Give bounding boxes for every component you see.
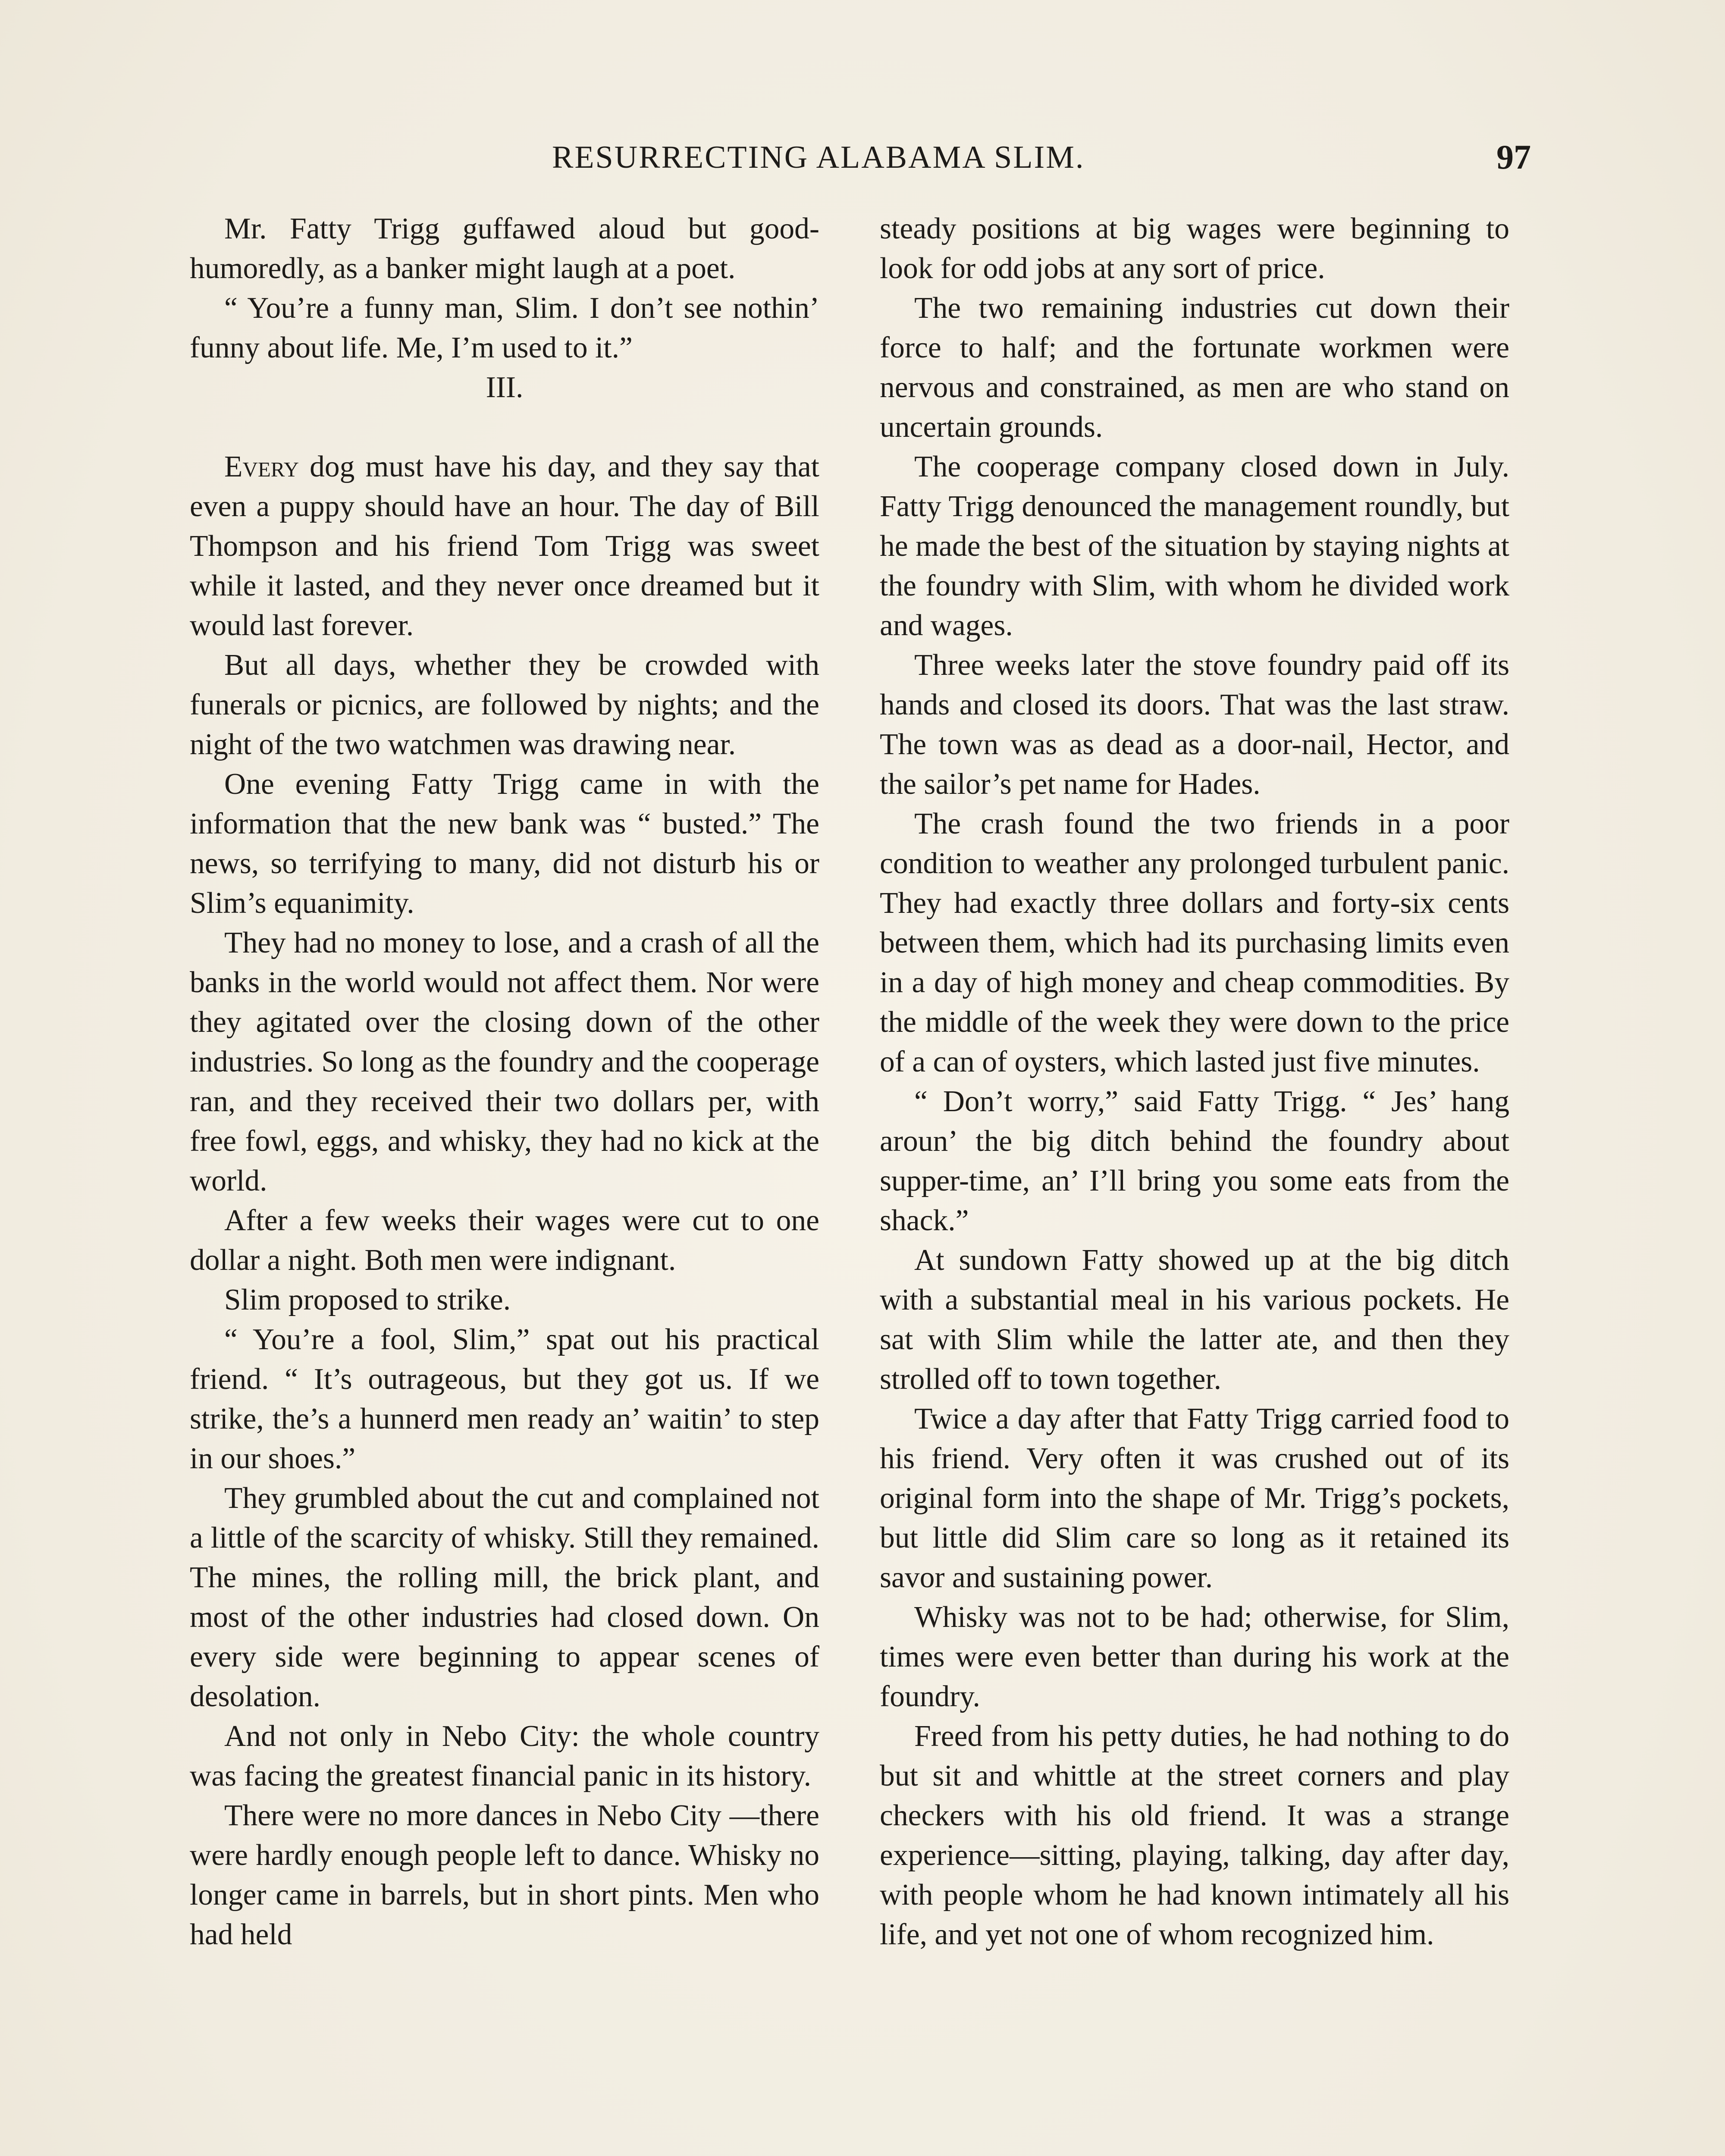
- page-number: 97: [1496, 138, 1531, 176]
- paragraph: Mr. Fatty Trigg guffawed aloud but good-humoredly, as a banker might laugh at a poet.: [190, 212, 819, 285]
- paragraph-text: dog must have his day, and they say that even a puppy should have an hour. The day of Bill Thompson and his friend Tom Trigg was sweet while it lasted, and they never once dreamed but it would last forever.: [190, 450, 819, 642]
- paragraph: The two remaining industries cut down their force to half; and the fortunate workmen were nervous and constrained, as men are who stand on uncertain grounds.: [880, 291, 1509, 444]
- running-title: RESURRECTING ALABAMA SLIM.: [552, 140, 1085, 175]
- paragraph: At sundown Fatty showed up at the big ditch with a substantial meal in his various pockets. He sat with Slim while the latter ate, and then they strolled off to town together.: [880, 1244, 1509, 1396]
- paragraph: The cooperage company closed down in July. Fatty Trigg denounced the management roundly, but he made the best of the situation by staying nights at the foundry with Slim, with whom he divided work and wages.: [880, 450, 1509, 642]
- paragraph: “ You’re a fool, Slim,” spat out his practical friend. “ It’s outrageous, but they got us. If we strike, the’s a hunnerd men ready an’ waitin’ to step in our shoes.”: [190, 1323, 819, 1475]
- right-column: [880, 209, 1509, 1955]
- paragraph: There were no more dances in Nebo City —there were hardly enough people left to dance. Whisky no longer came in barrels, but in short pints. Men who had held: [190, 1799, 819, 1951]
- drop-lead-word: Every: [224, 450, 299, 483]
- paragraph: steady positions at big wages were beginning to look for odd jobs at any sort of price.: [880, 212, 1509, 285]
- paragraph: After a few weeks their wages were cut to one dollar a night. Both men were indignant.: [190, 1204, 819, 1277]
- paragraph: Whisky was not to be had; otherwise, for Slim, times were even better than during his work at the foundry.: [880, 1601, 1509, 1713]
- paragraph: “ You’re a funny man, Slim. I don’t see nothin’ funny about life. Me, I’m used to it.”: [190, 291, 819, 364]
- paragraph: And not only in Nebo City: the whole country was facing the greatest financial panic in its history.: [190, 1720, 819, 1792]
- paragraph: One evening Fatty Trigg came in with the information that the new bank was “ busted.” The news, so terrifying to many, did not disturb his or Slim’s equanimity.: [190, 768, 819, 920]
- paragraph: [190, 447, 819, 646]
- running-head: [0, 138, 1725, 177]
- paragraph: But all days, whether they be crowded with funerals or picnics, are followed by nights; and the night of the two watchmen was drawing near.: [190, 649, 819, 761]
- section-number: III.: [486, 371, 524, 404]
- paragraph: They grumbled about the cut and complained not a little of the scarcity of whisky. Still they remained. The mines, the rolling mill, the brick plant, and most of the other industries had closed down. On every side were beginning to appear scenes of desolation.: [190, 1482, 819, 1713]
- paragraph: Three weeks later the stove foundry paid off its hands and closed its doors. That was the last straw. The town was as dead as a door-nail, Hector, and the sailor’s pet name for Hades.: [880, 649, 1509, 801]
- paragraph: Slim proposed to strike.: [224, 1283, 511, 1316]
- paragraph: Freed from his petty duties, he had nothing to do but sit and whittle at the street corners and play checkers with his old friend. It was a strange experience—sitting, playing, talking, day after day, with people whom he had known intimately all his life, and yet not one of whom recognized him.: [880, 1720, 1509, 1951]
- paragraph: Twice a day after that Fatty Trigg carried food to his friend. Very often it was crushed out of its original form into the shape of Mr. Trigg’s pockets, but little did Slim care so long as it retained its savor and sustaining power.: [880, 1402, 1509, 1594]
- paragraph: The crash found the two friends in a poor condition to weather any prolonged turbulent panic. They had exactly three dollars and forty-six cents between them, which had its purchasing limits even in a day of high money and cheap commodities. By the middle of the week they were down to the price of a can of oysters, which lasted just five minutes.: [880, 807, 1509, 1078]
- paragraph: “ Don’t worry,” said Fatty Trigg. “ Jes’ hang aroun’ the big ditch behind the foundry about supper-time, an’ I’ll bring you some eats from the shack.”: [880, 1085, 1509, 1237]
- left-column: [190, 209, 819, 1955]
- paragraph: They had no money to lose, and a crash of all the banks in the world would not affect them. Nor were they agitated over the closing down of the other industries. So long as the foundry and the cooperage ran, and they received their two dollars per, with free fowl, eggs, and whisky, they had no kick at the world.: [190, 926, 819, 1197]
